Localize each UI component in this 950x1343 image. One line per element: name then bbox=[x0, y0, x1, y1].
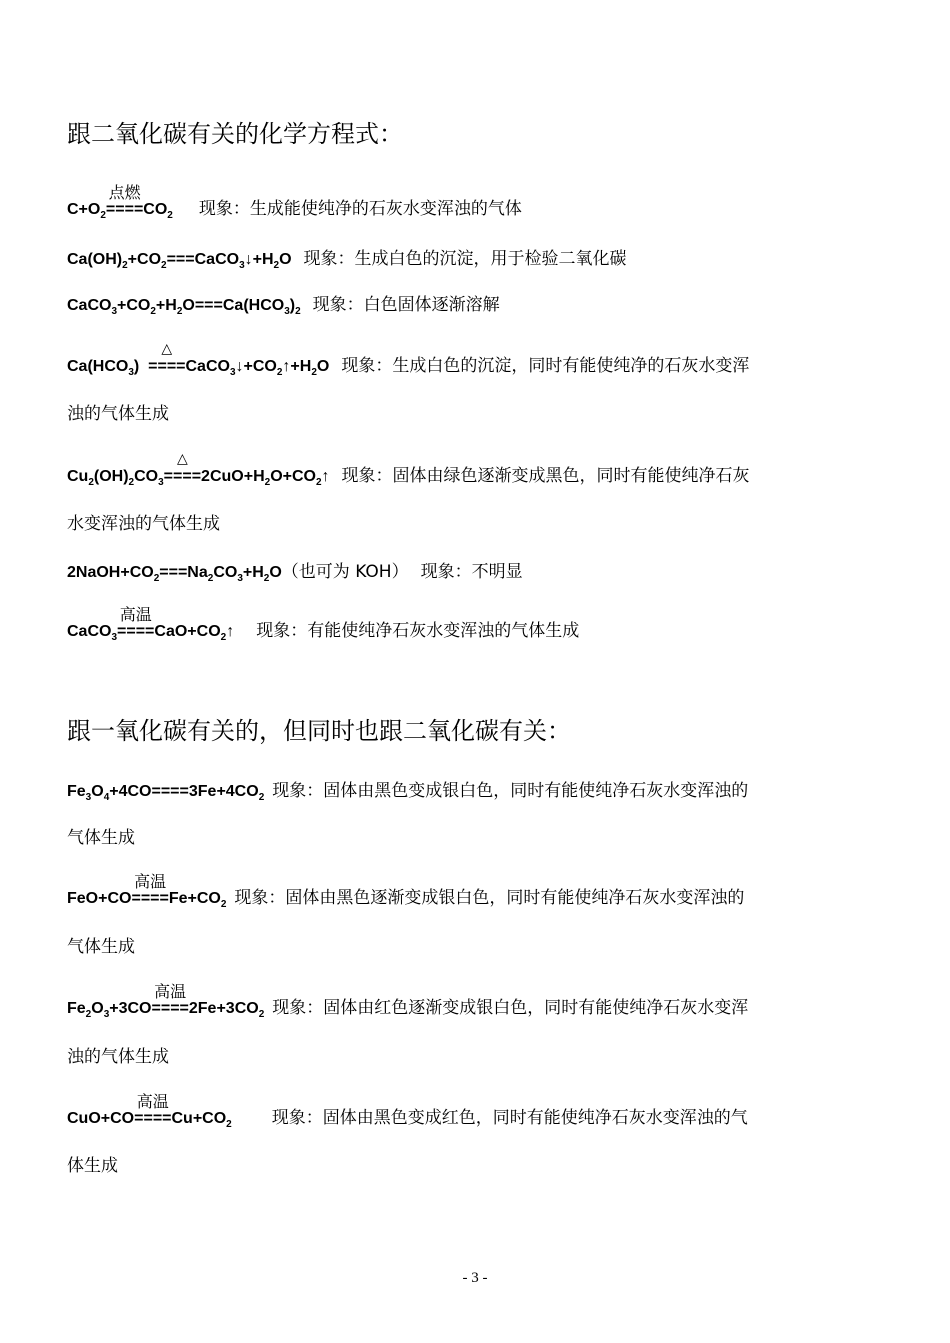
reaction-condition: 点燃 ==== bbox=[105, 183, 144, 218]
equation-line bbox=[67, 605, 580, 644]
reaction-condition: 高温 ==== bbox=[134, 1092, 172, 1127]
equation-line bbox=[67, 247, 627, 272]
phenomenon-text: 现象：生成白色的沉淀，同时有能使纯净的石灰水变浑 bbox=[341, 356, 750, 376]
phenomenon-text: 现象：固体由绿色逐渐变成黑色，同时有能使纯净石灰 bbox=[341, 466, 750, 486]
chemical-equation: $Ca(OH)_2+CO_2===CaCO_3↓+H_2O$ bbox=[67, 251, 292, 271]
phenomenon-text: 现象：生成能使纯净的石灰水变浑浊的气体 bbox=[198, 199, 522, 219]
chemical-equation: $Ca(HCO_3)$ △ $====CaCO_3↓+CO_2↑+H_2O$ bbox=[67, 341, 330, 378]
chemical-equation: CaCO$_3$ 高温 $====CaO+CO_2↑$ bbox=[67, 605, 235, 643]
reaction-condition: △ ==== bbox=[148, 341, 186, 375]
phenomenon-continuation: 浊的气体生成 bbox=[67, 404, 169, 424]
chemical-equation: $2NaOH+CO_2===Na_2CO_3+H_2O$ bbox=[67, 564, 282, 584]
equation-line bbox=[67, 560, 523, 585]
phenomenon-continuation: 水变浑浊的气体生成 bbox=[67, 514, 220, 534]
chemical-equation: CuO+CO 高温 $====Cu+CO_2$ bbox=[67, 1092, 232, 1130]
phenomenon-continuation: 气体生成 bbox=[67, 828, 135, 848]
page-number: - 3 - bbox=[462, 1270, 488, 1286]
equation-line bbox=[67, 982, 749, 1021]
equation-line bbox=[67, 1092, 748, 1131]
chemical-equation: $Fe_2O_3+3CO$ 高温 $====2Fe+3CO_2$ bbox=[67, 982, 265, 1020]
phenomenon-text: 现象：固体由黑色变成红色，同时有能使纯净石灰水变浑浊的气 bbox=[271, 1108, 748, 1128]
chemical-equation: $Fe_3O_4+4CO====3Fe+4CO_2$ bbox=[67, 783, 265, 803]
section-heading-co2: 跟二氧化碳有关的化学方程式： bbox=[67, 120, 403, 148]
reaction-condition: △ ==== bbox=[163, 451, 202, 485]
equation-line bbox=[67, 293, 500, 318]
phenomenon-text: 现象：固体由黑色变成银白色，同时有能使纯净石灰水变浑浊的 bbox=[272, 781, 749, 801]
phenomenon-text: 现象：生成白色的沉淀，用于检验二氧化碳 bbox=[303, 249, 627, 269]
equation-line bbox=[67, 451, 750, 489]
chemical-equation: $C+O_2$ 点燃 $====CO_2$ bbox=[67, 183, 173, 221]
equation-line bbox=[67, 183, 522, 222]
phenomenon-continuation: 浊的气体生成 bbox=[67, 1047, 169, 1067]
equation-line bbox=[67, 872, 745, 911]
section-heading-co: 跟一氧化碳有关的，但同时也跟二氧化碳有关： bbox=[67, 717, 571, 745]
phenomenon-continuation: 体生成 bbox=[67, 1156, 118, 1176]
reaction-condition: 高温 ==== bbox=[131, 872, 169, 907]
phenomenon-text: 现象：固体由红色逐渐变成银白色，同时有能使纯净石灰水变浑 bbox=[272, 998, 749, 1018]
chemical-equation: $Cu_2(OH)_2CO_3$ △ $====2CuO+H_2O+CO_2↑$ bbox=[67, 451, 330, 488]
phenomenon-text: 现象：白色固体逐渐溶解 bbox=[312, 295, 500, 315]
phenomenon-text: 现象：不明显 bbox=[420, 562, 523, 582]
reaction-condition: 高温 ==== bbox=[151, 982, 189, 1017]
equation-note: （也可为 KOH） bbox=[281, 562, 409, 582]
chemical-equation: $CaCO_3+CO_2+H_2O===Ca(HCO_3)_2$ bbox=[67, 297, 301, 317]
reaction-condition: 高温 ==== bbox=[117, 605, 155, 640]
phenomenon-text: 现象：固体由黑色逐渐变成银白色，同时有能使纯净石灰水变浑浊的 bbox=[234, 888, 745, 908]
phenomenon-continuation: 气体生成 bbox=[67, 937, 135, 957]
equation-line bbox=[67, 341, 750, 379]
equation-line bbox=[67, 779, 748, 804]
phenomenon-text: 现象：有能使纯净石灰水变浑浊的气体生成 bbox=[256, 621, 580, 641]
chemical-equation: FeO+CO 高温 $====Fe+CO_2$ bbox=[67, 872, 227, 910]
